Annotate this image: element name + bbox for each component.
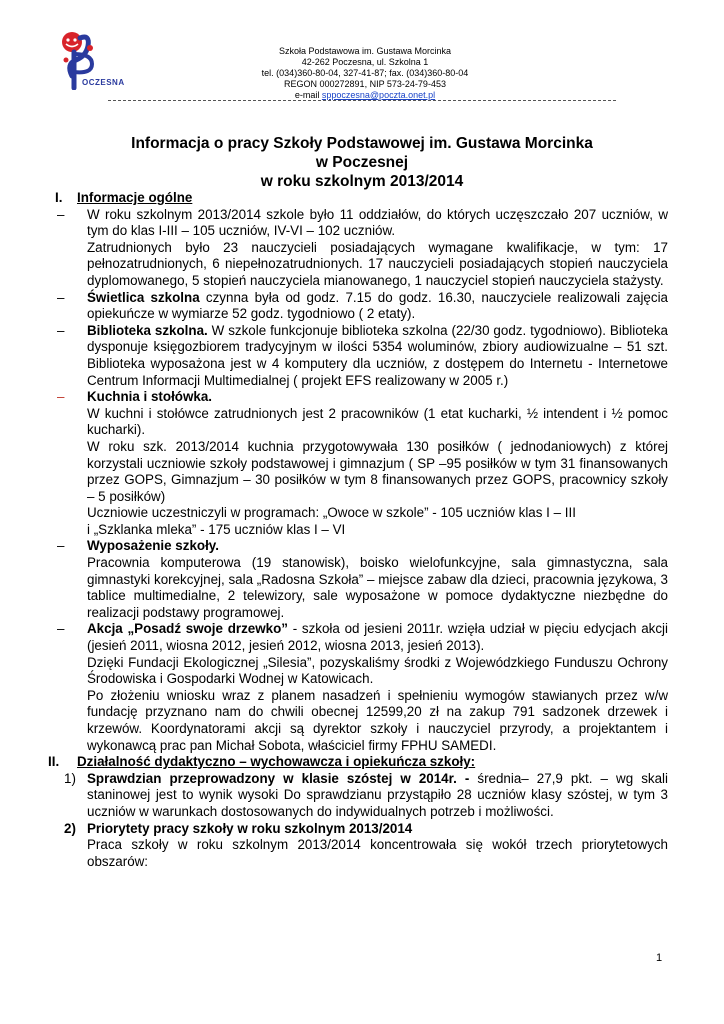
section-1-item-afterschool (40, 290, 668, 323)
program-milk-text: i „Szklanka mleka” - 175 uczniów klas I – VI (87, 521, 346, 537)
section-1-item-kitchen (40, 389, 668, 538)
staff-text: Zatrudnionych było 23 nauczycieli posiadających wymagane kwalifikacje, w tym: 17 pełnozatrudnionych, 6 niepełnozatrudnionych. 17 nauczycieli posiadających stopień nauczyciela dyplomowanego, 5 stopień nauczyciela mianowanego, 1 nauczyciel stopień nauczyciela stażysty. (87, 239, 668, 288)
section-1-item-classes (40, 207, 668, 290)
section-2-number: II. (48, 754, 60, 770)
school-address: 42-262 Poczesna, ul. Szkolna 1 (301, 57, 429, 67)
section-2-item-exam (40, 771, 668, 821)
afterschool-body: czynna była od godz. 7.15 do godz. 16.30, nauczyciele realizowali zajęcia opiekuńcze w wymiarze 52 godz. tygodniowo ( 2 etaty). (87, 289, 668, 322)
header-divider (108, 100, 616, 101)
classes-text: W roku szkolnym 2013/2014 szkole było 11 oddziałów, do których uczęszczało 207 uczniów, w tym do klas I-III – 105 uczniów, IV-VI – 102 uczniów. (87, 206, 668, 239)
equipment-heading (87, 538, 668, 555)
document-body (40, 190, 668, 870)
kitchen-heading (87, 389, 668, 406)
section-1-number: I. (55, 190, 63, 205)
bullet-dash: – (57, 389, 65, 405)
section-2-heading (40, 754, 668, 771)
title-line-2: w Poczesnej (315, 154, 409, 171)
item-number: 2) (64, 820, 76, 836)
section-1-item-library (40, 323, 668, 389)
tree-action-body: - szkoła od jesieni 2011r. wzięła udział w pięciu edycjach akcji (jesień 2011, wiosna 2012, jesień 2012, wiosna 2013, jesień 2013). (87, 621, 669, 654)
tree-action-funding-text: Dzięki Fundacji Ekologicznej „Silesia”, pozyskaliśmy środki z Wojewódzkiego Funduszu Ochrony Środowiska i Gospodarki Wodnej w Katowicach. (87, 654, 668, 687)
section-2-item-priorities (40, 821, 668, 871)
library-text (87, 323, 668, 389)
equipment-heading-text: Wyposażenie szkoły. (87, 538, 219, 554)
afterschool-heading: Świetlica szkolna (87, 289, 200, 305)
section-1-item-tree-action (40, 621, 668, 754)
item-number: 1) (64, 770, 76, 786)
library-body: W szkole funkcjonuje biblioteka szkolna (22/30 godz. tygodniowo). Biblioteka dysponuje księgozbiorem tradycyjnym w ilości 5354 woluminów, zbiory audiowizualne – 51 szt. Biblioteka wyposażona jest w 4 komputery dla uczniów, z dostępem do Internetu - Internetowe Centrum Informacji Multimedialnej ( projekt EFS realizowany w 2005 r.) (87, 322, 668, 388)
title-line-1: Informacja o pracy Szkoły Podstawowej im. Gustawa Morcinka (131, 135, 593, 152)
bullet-dash: – (57, 322, 65, 338)
email-label: e-mail (294, 90, 322, 100)
school-phone: tel. (034)360-80-04, 327-41-87; fax. (034)360-80-04 (261, 68, 469, 78)
tree-action-text (87, 621, 668, 654)
section-1-item-equipment (40, 538, 668, 621)
exam-text (87, 771, 668, 821)
section-1-label: Informacje ogólne (77, 190, 193, 205)
bullet-dash: – (57, 538, 65, 554)
library-heading: Biblioteka szkolna. (87, 322, 208, 338)
tree-action-heading: Akcja „Posadź swoje drzewko” (87, 621, 288, 637)
priorities-heading-text: Priorytety pracy szkoły w roku szkolnym 2013/2014 (87, 820, 413, 836)
page-number: 1 (656, 952, 663, 964)
document-title (80, 134, 644, 191)
equipment-text: Pracownia komputerowa (19 stanowisk), boisko wielofunkcyjne, sala gimnastyczna, sala gimnastyki korekcyjnej, sala „Radosna Szkoła” – miejsce zabaw dla dzieci, pracownia językowa, 3 tablice multimedialne, 2 telewizory, sale wyposażone w pomoce dydaktyczne niezbędne do realizacji podstawy programowej. (87, 555, 668, 620)
exam-heading: Sprawdzian przeprowadzony w klasie szóstej w 2014r. - (87, 770, 470, 786)
bullet-dash: – (57, 621, 65, 637)
letterhead (200, 46, 530, 101)
bullet-dash: – (57, 289, 65, 305)
school-regon: REGON 000272891, NIP 573-24-79-453 (284, 79, 446, 89)
priorities-text: Praca szkoły w roku szkolnym 2013/2014 koncentrowała się wokół trzech priorytetowych obszarów: (87, 837, 668, 869)
afterschool-text (87, 290, 668, 323)
bullet-dash: – (57, 206, 65, 222)
kitchen-meals-text: W roku szk. 2013/2014 kuchnia przygotowywała 130 posiłków ( jednodaniowych) z której korzystali uczniowie szkoły podstawowej i gimnazjum ( SP –95 posiłków w tym 31 finansowanych przez GOPS, Gimnazjum – 30 posiłków w tym 8 finansowanych przez GOPS, pracownicy szkoły – 5 posiłków) (87, 438, 668, 504)
school-logo-graphic (46, 30, 136, 90)
title-line-3: w roku szkolnym 2013/2014 (260, 173, 464, 190)
kitchen-staff-text: W kuchni i stołówce zatrudnionych jest 2 pracowników (1 etat kucharki, ½ intendent i ½ pomoc kucharki). (87, 405, 668, 438)
priorities-heading (87, 821, 668, 838)
school-logo (46, 30, 136, 90)
email-link[interactable]: sppoczesna@poczta.onet.pl (321, 90, 436, 100)
program-fruit-text: Uczniowie uczestniczyli w programach: „Owoce w szkole” - 105 uczniów klas I – III (87, 505, 576, 521)
kitchen-heading-text: Kuchnia i stołówka. (87, 389, 213, 405)
section-2-label: Działalność dydaktyczno – wychowawcza i opiekuńcza szkoły: (77, 754, 476, 770)
logo-text: OCZESNA (82, 78, 125, 87)
section-1-heading (40, 190, 668, 207)
school-name: Szkoła Podstawowa im. Gustawa Morcinka (278, 46, 452, 56)
tree-action-grant-text: Po złożeniu wniosku wraz z planem nasadzeń i spełnieniu wymogów stawianych przez w/w fundację przyznano nam do chwili obecnej 12599,20 zł na zakup 791 sadzonek drzewek i krzewów. Koordynatorami akcji są dyrektor szkoły i nauczyciel przyrody, a projektantem i wykonawcą prac pan Michał Sobota, właściciel firmy FPHU SAMEDI. (87, 687, 668, 753)
exam-body: średnia– 27,9 pkt. – wg skali staninowej jest to wynik wysoki Do sprawdzianu przystąpiło 28 uczniów klasy szóstej, w tym 3 uczniów w warunkach dostosowanych do indywidualnych potrzeb i możliwości. (87, 770, 669, 819)
